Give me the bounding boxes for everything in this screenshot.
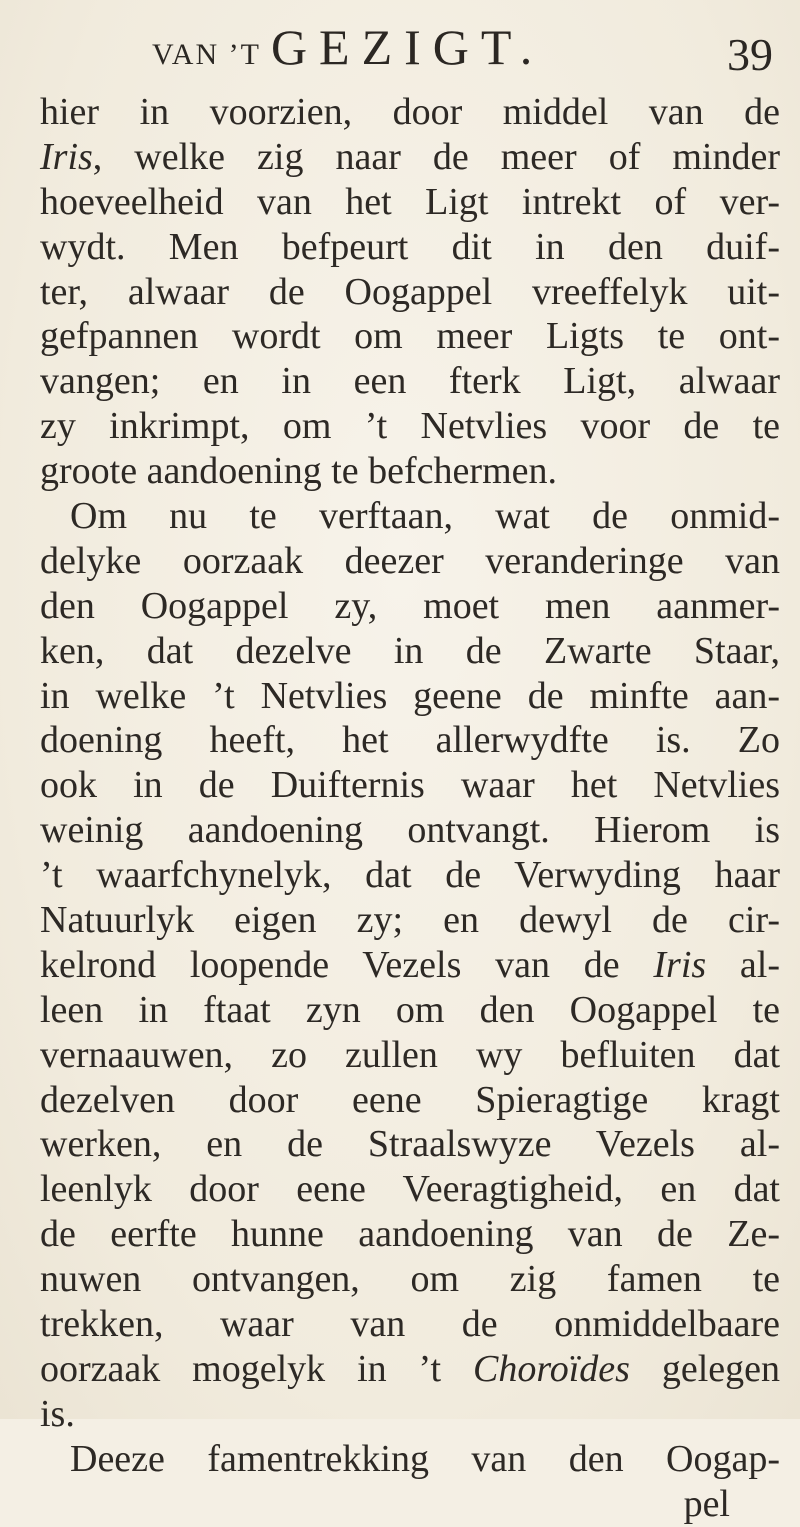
text-line bbox=[40, 90, 780, 135]
text-line bbox=[40, 629, 780, 674]
line-text: hoeveelheid van het Ligt intrekt of ver- bbox=[40, 180, 780, 223]
line-text: al- bbox=[706, 943, 781, 986]
italic-term: Iris bbox=[40, 135, 93, 178]
text-line bbox=[40, 494, 780, 539]
line-text: pel bbox=[683, 1482, 730, 1525]
line-text: vangen; en in een fterk Ligt, alwaar bbox=[40, 360, 780, 403]
text-line bbox=[40, 359, 780, 404]
line-text: ter, alwaar de Oogappel vreeffelyk uit- bbox=[40, 270, 780, 313]
line-text: trekken, waar van de onmiddelbaare bbox=[40, 1303, 780, 1346]
text-line bbox=[40, 808, 780, 853]
line-text: , welke zig naar de meer of minder bbox=[92, 135, 780, 178]
text-line bbox=[40, 1302, 780, 1347]
text-line bbox=[40, 404, 780, 449]
running-head bbox=[0, 8, 800, 88]
text-line bbox=[40, 1437, 780, 1482]
running-title-prefix: VAN ’T bbox=[152, 38, 261, 71]
line-text: ook in de Duifternis waar het Netvlies bbox=[40, 764, 780, 807]
text-line bbox=[40, 1167, 780, 1212]
text-line bbox=[40, 1078, 780, 1123]
text-line bbox=[40, 270, 780, 315]
line-text: den Oogappel zy, moet men aanmer- bbox=[40, 584, 780, 627]
text-line bbox=[40, 1033, 780, 1078]
text-line bbox=[40, 449, 780, 494]
text-line bbox=[40, 225, 780, 270]
line-text: gefpannen wordt om meer Ligts te ont- bbox=[40, 315, 780, 358]
text-line bbox=[40, 943, 780, 988]
line-text: delyke oorzaak deezer veranderinge van bbox=[40, 539, 780, 582]
line-text: zy inkrimpt, om ’t Netvlies voor de te bbox=[40, 405, 780, 448]
line-text: gelegen bbox=[629, 1347, 780, 1390]
line-text: dezelven door eene Spieragtige kragt bbox=[40, 1078, 780, 1121]
text-line bbox=[40, 1212, 780, 1257]
line-text: Natuurlyk eigen zy; en dewyl de cir- bbox=[40, 899, 780, 942]
text-line bbox=[40, 135, 780, 180]
text-line bbox=[40, 1482, 780, 1527]
line-text: leenlyk door eene Veeragtigheid, en dat bbox=[40, 1168, 780, 1211]
text-line bbox=[40, 1347, 780, 1392]
text-line bbox=[40, 180, 780, 225]
line-text: leen in ftaat zyn om den Oogappel te bbox=[40, 988, 780, 1031]
text-line bbox=[40, 674, 780, 719]
line-text: groote aandoening te befchermen. bbox=[40, 450, 557, 493]
line-text: werken, en de Straalswyze Vezels al- bbox=[40, 1123, 780, 1166]
text-line bbox=[40, 763, 780, 808]
running-title-main: GEZIGT. bbox=[270, 19, 545, 75]
running-title bbox=[152, 18, 544, 76]
body-text bbox=[40, 90, 780, 1527]
text-line bbox=[40, 314, 780, 359]
text-line bbox=[40, 539, 780, 584]
line-text: hier in voorzien, door middel van de bbox=[40, 91, 780, 133]
text-line bbox=[40, 1392, 780, 1437]
line-text: de eerfte hunne aandoening van de Ze- bbox=[40, 1213, 780, 1256]
line-text: is. bbox=[40, 1392, 75, 1435]
line-text: weinig aandoening ontvangt. Hierom is bbox=[40, 809, 780, 852]
line-text: Deeze famentrekking van den Oogap- bbox=[70, 1437, 780, 1480]
line-text: ’t waarfchynelyk, dat de Verwyding haar bbox=[40, 854, 780, 897]
text-line bbox=[40, 718, 780, 763]
text-line bbox=[40, 584, 780, 629]
line-text: vernaauwen, zo zullen wy befluiten dat bbox=[40, 1033, 780, 1076]
line-text: doening heeft, het allerwydfte is. Zo bbox=[40, 719, 780, 762]
italic-term: Iris bbox=[653, 943, 707, 986]
italic-term: Choroïdes bbox=[472, 1347, 630, 1390]
line-text: Om nu te verftaan, wat de onmid- bbox=[70, 495, 780, 538]
text-line bbox=[40, 988, 780, 1033]
line-text: ken, dat dezelve in de Zwarte Staar, bbox=[40, 629, 780, 672]
text-line bbox=[40, 898, 780, 943]
line-text: oorzaak mogelyk in ’t bbox=[40, 1347, 473, 1390]
page-number: 39 bbox=[727, 29, 773, 80]
line-text: kelrond loopende Vezels van de bbox=[40, 943, 654, 986]
line-text: in welke ’t Netvlies geene de minfte aan- bbox=[40, 674, 780, 717]
text-line bbox=[40, 853, 780, 898]
text-line bbox=[40, 1257, 780, 1302]
line-text: nuwen ontvangen, om zig famen te bbox=[40, 1258, 780, 1301]
text-line bbox=[40, 1122, 780, 1167]
line-text: wydt. Men befpeurt dit in den duif- bbox=[40, 225, 780, 268]
